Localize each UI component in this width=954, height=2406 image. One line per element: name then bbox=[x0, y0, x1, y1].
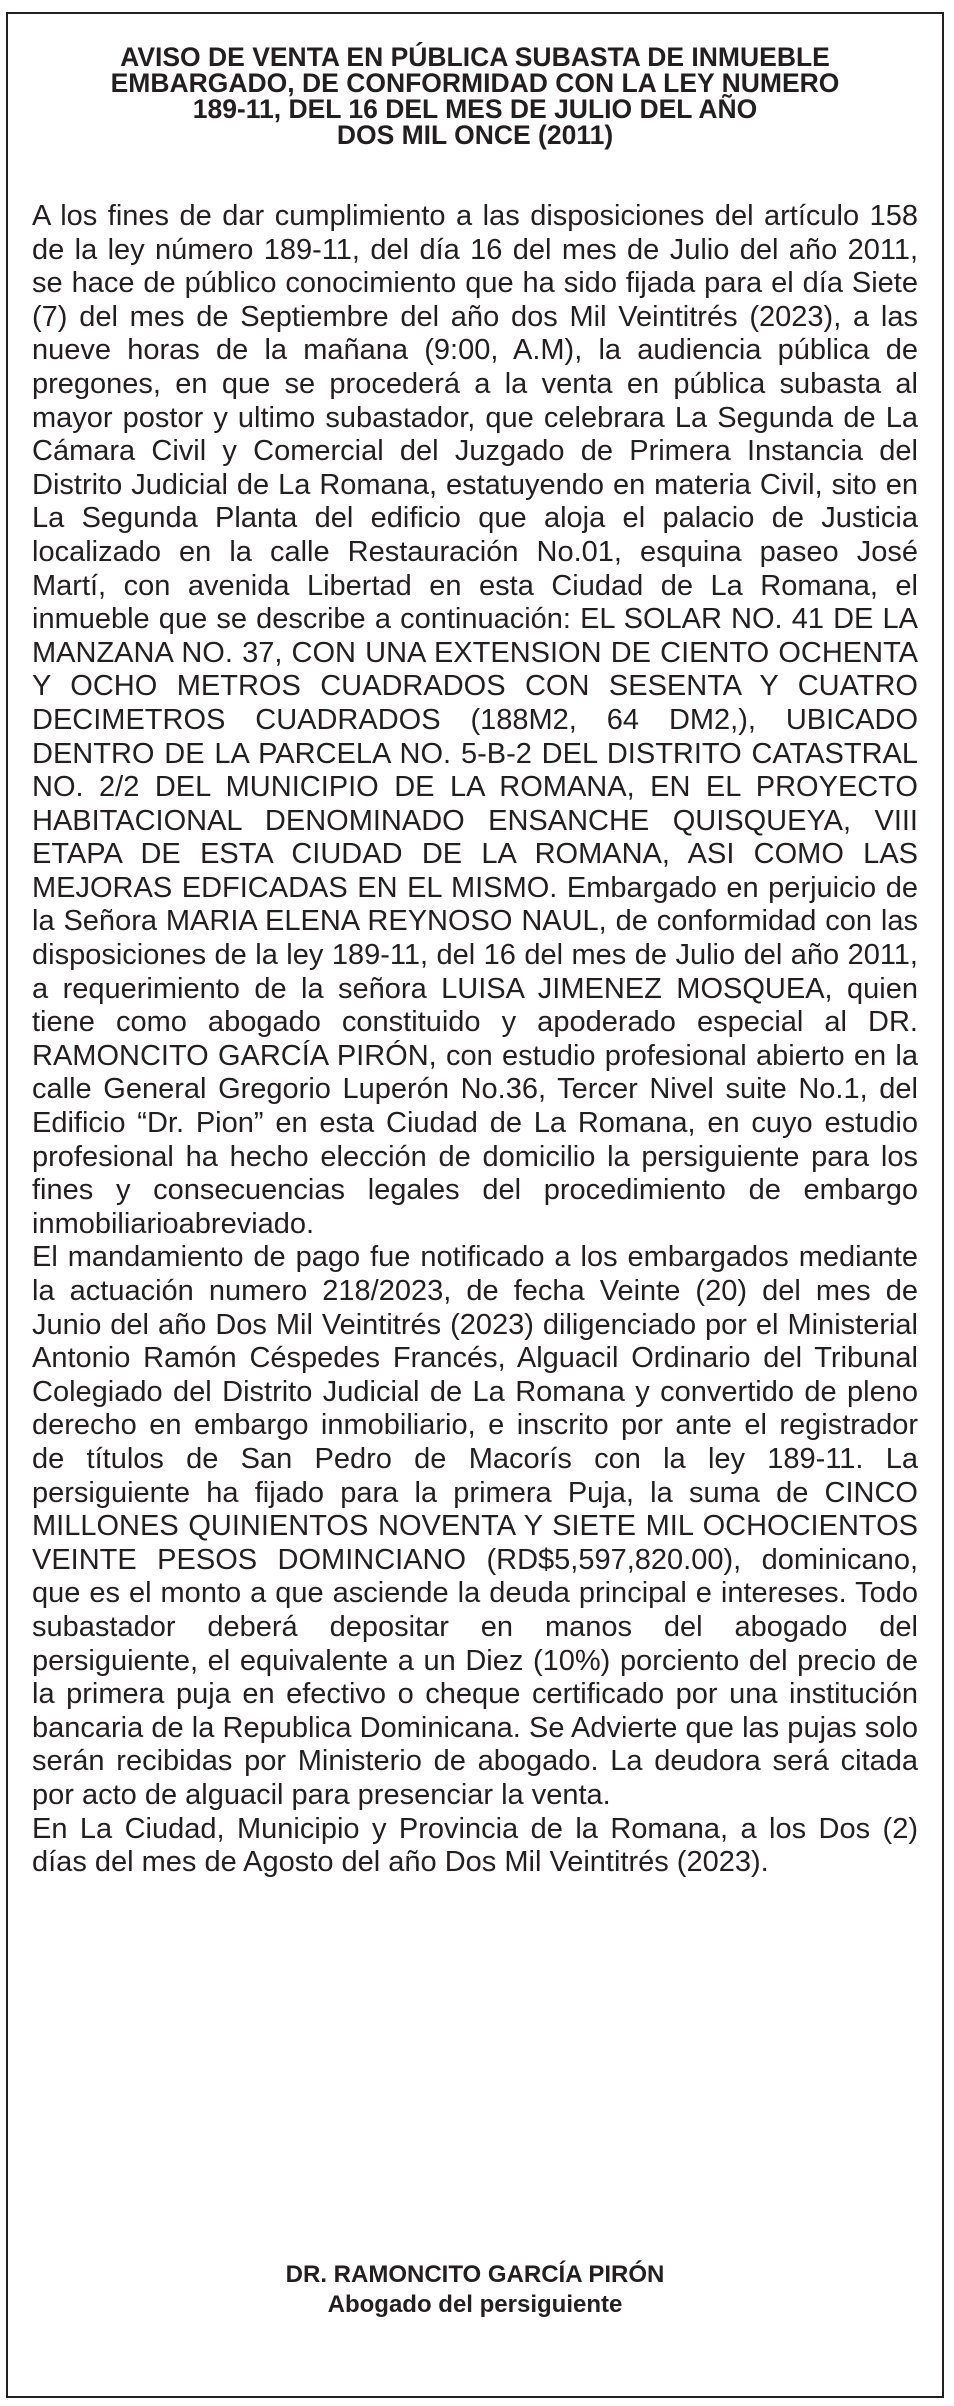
notice-frame bbox=[6, 12, 944, 2398]
body-paragraph: A los fines de dar cumplimiento a las disposiciones del artículo 158 de la ley número 189-11, del día 16 del mes de Julio del año 2011, se hace de público conocimiento que ha sido fijada para el día Siete (7) del mes de Septiembre del año dos Mil Veintitrés (2023), a las nueve horas de la mañana (9:00, A.M), la audiencia pública de pregones, en que se procederá a la venta en pública subasta al mayor postor y ultimo subastador, que celebrara La Segunda de La Cámara Civil y Comercial del Juzgado de Primera Instancia del Distrito Judicial de La Romana, estatuyendo en materia Civil, sito en La Segunda Planta del edificio que aloja el palacio de Justicia localizado en la calle Restauración No.01, esquina paseo José Martí, con avenida Libertad en esta Ciudad de La Romana, el inmueble que se describe a continuación: EL SOLAR NO. 41 DE LA MANZANA NO. 37, CON UNA EXTENSION DE CIENTO OCHENTA Y OCHO METROS CUADRADOS CON SESENTA Y CUATRO DECIMETROS CUADRADOS (188M2, 64 DM2,), UBICADO DENTRO DE LA PARCELA NO. 5-B-2 DEL DISTRITO CATASTRAL NO. 2/2 DEL MUNICIPIO DE LA ROMANA, EN EL PROYECTO HABITACIONAL DENOMINADO ENSANCHE QUISQUEYA, VIII ETAPA DE ESTA CIUDAD DE LA ROMANA, ASI COMO LAS MEJORAS EDFICADAS EN EL MISMO. Embargado en perjuicio de la Señora MARIA ELENA REYNOSO NAUL, de conformidad con las disposiciones de la ley 189-11, del 16 del mes de Julio del año 2011, a requerimiento de la señora LUISA JIMENEZ MOSQUEA, quien tiene como abogado constituido y apoderado especial al DR. RAMONCITO GARCÍA PIRÓN, con estudio profesional abierto en la calle General Gregorio Luperón No.36, Tercer Nivel suite No.1, del Edificio “Dr. Pion” en esta Ciudad de La Romana, en cuyo estudio profesional ha hecho elección de domicilio la persiguiente para los fines y consecuencias legales del procedimiento de embargo inmobiliarioabreviado. bbox=[32, 200, 918, 1240]
title-line: AVISO DE VENTA EN PÚBLICA SUBASTA DE INMUEBLE bbox=[120, 42, 830, 72]
title-line: EMBARGADO, DE CONFORMIDAD CON LA LEY NUMERO bbox=[110, 68, 840, 98]
title-line: DOS MIL ONCE (2011) bbox=[336, 120, 614, 150]
body-paragraph: El mandamiento de pago fue notificado a los embargados mediante la actuación numero 218/2023, de fecha Veinte (20) del mes de Junio del año Dos Mil Veintitrés (2023) diligenciado por el Ministerial Antonio Ramón Céspedes Francés, Alguacil Ordinario del Tribunal Colegiado del Distrito Judicial de La Romana y convertido de pleno derecho en embargo inmobiliario, e inscrito por ante el registrador de títulos de San Pedro de Macorís con la ley 189-11. La persiguiente ha fijado para la primera Puja, la suma de CINCO MILLONES QUINIENTOS NOVENTA Y SIETE MIL OCHOCIENTOS VEINTE PESOS DOMINCIANO (RD$5,597,820.00), dominicano, que es el monto a que asciende la deuda principal e intereses. Todo subastador deberá depositar en manos del abogado del persiguiente, el equivalente a un Diez (10%) porciento del precio de la primera puja en efectivo o cheque certificado por una institución bancaria de la Republica Dominicana. Se Advierte que las pujas solo serán recibidas por Ministerio de abogado. La deudora será citada por acto de alguacil para presenciar la venta. bbox=[32, 1241, 918, 1811]
signature-block bbox=[8, 2260, 942, 2320]
body-paragraph: En La Ciudad, Municipio y Provincia de la Romana, a los Dos (2) días del mes de Agosto del año Dos Mil Veintitrés (2023). bbox=[32, 1812, 918, 1879]
notice-body bbox=[32, 200, 918, 1880]
title-line: 189-11, DEL 16 DEL MES DE JULIO DEL AÑO bbox=[192, 94, 758, 124]
notice-title bbox=[48, 44, 902, 148]
signature-name: DR. RAMONCITO GARCÍA PIRÓN bbox=[285, 2261, 665, 2288]
signature-role: Abogado del persiguiente bbox=[327, 2291, 623, 2318]
